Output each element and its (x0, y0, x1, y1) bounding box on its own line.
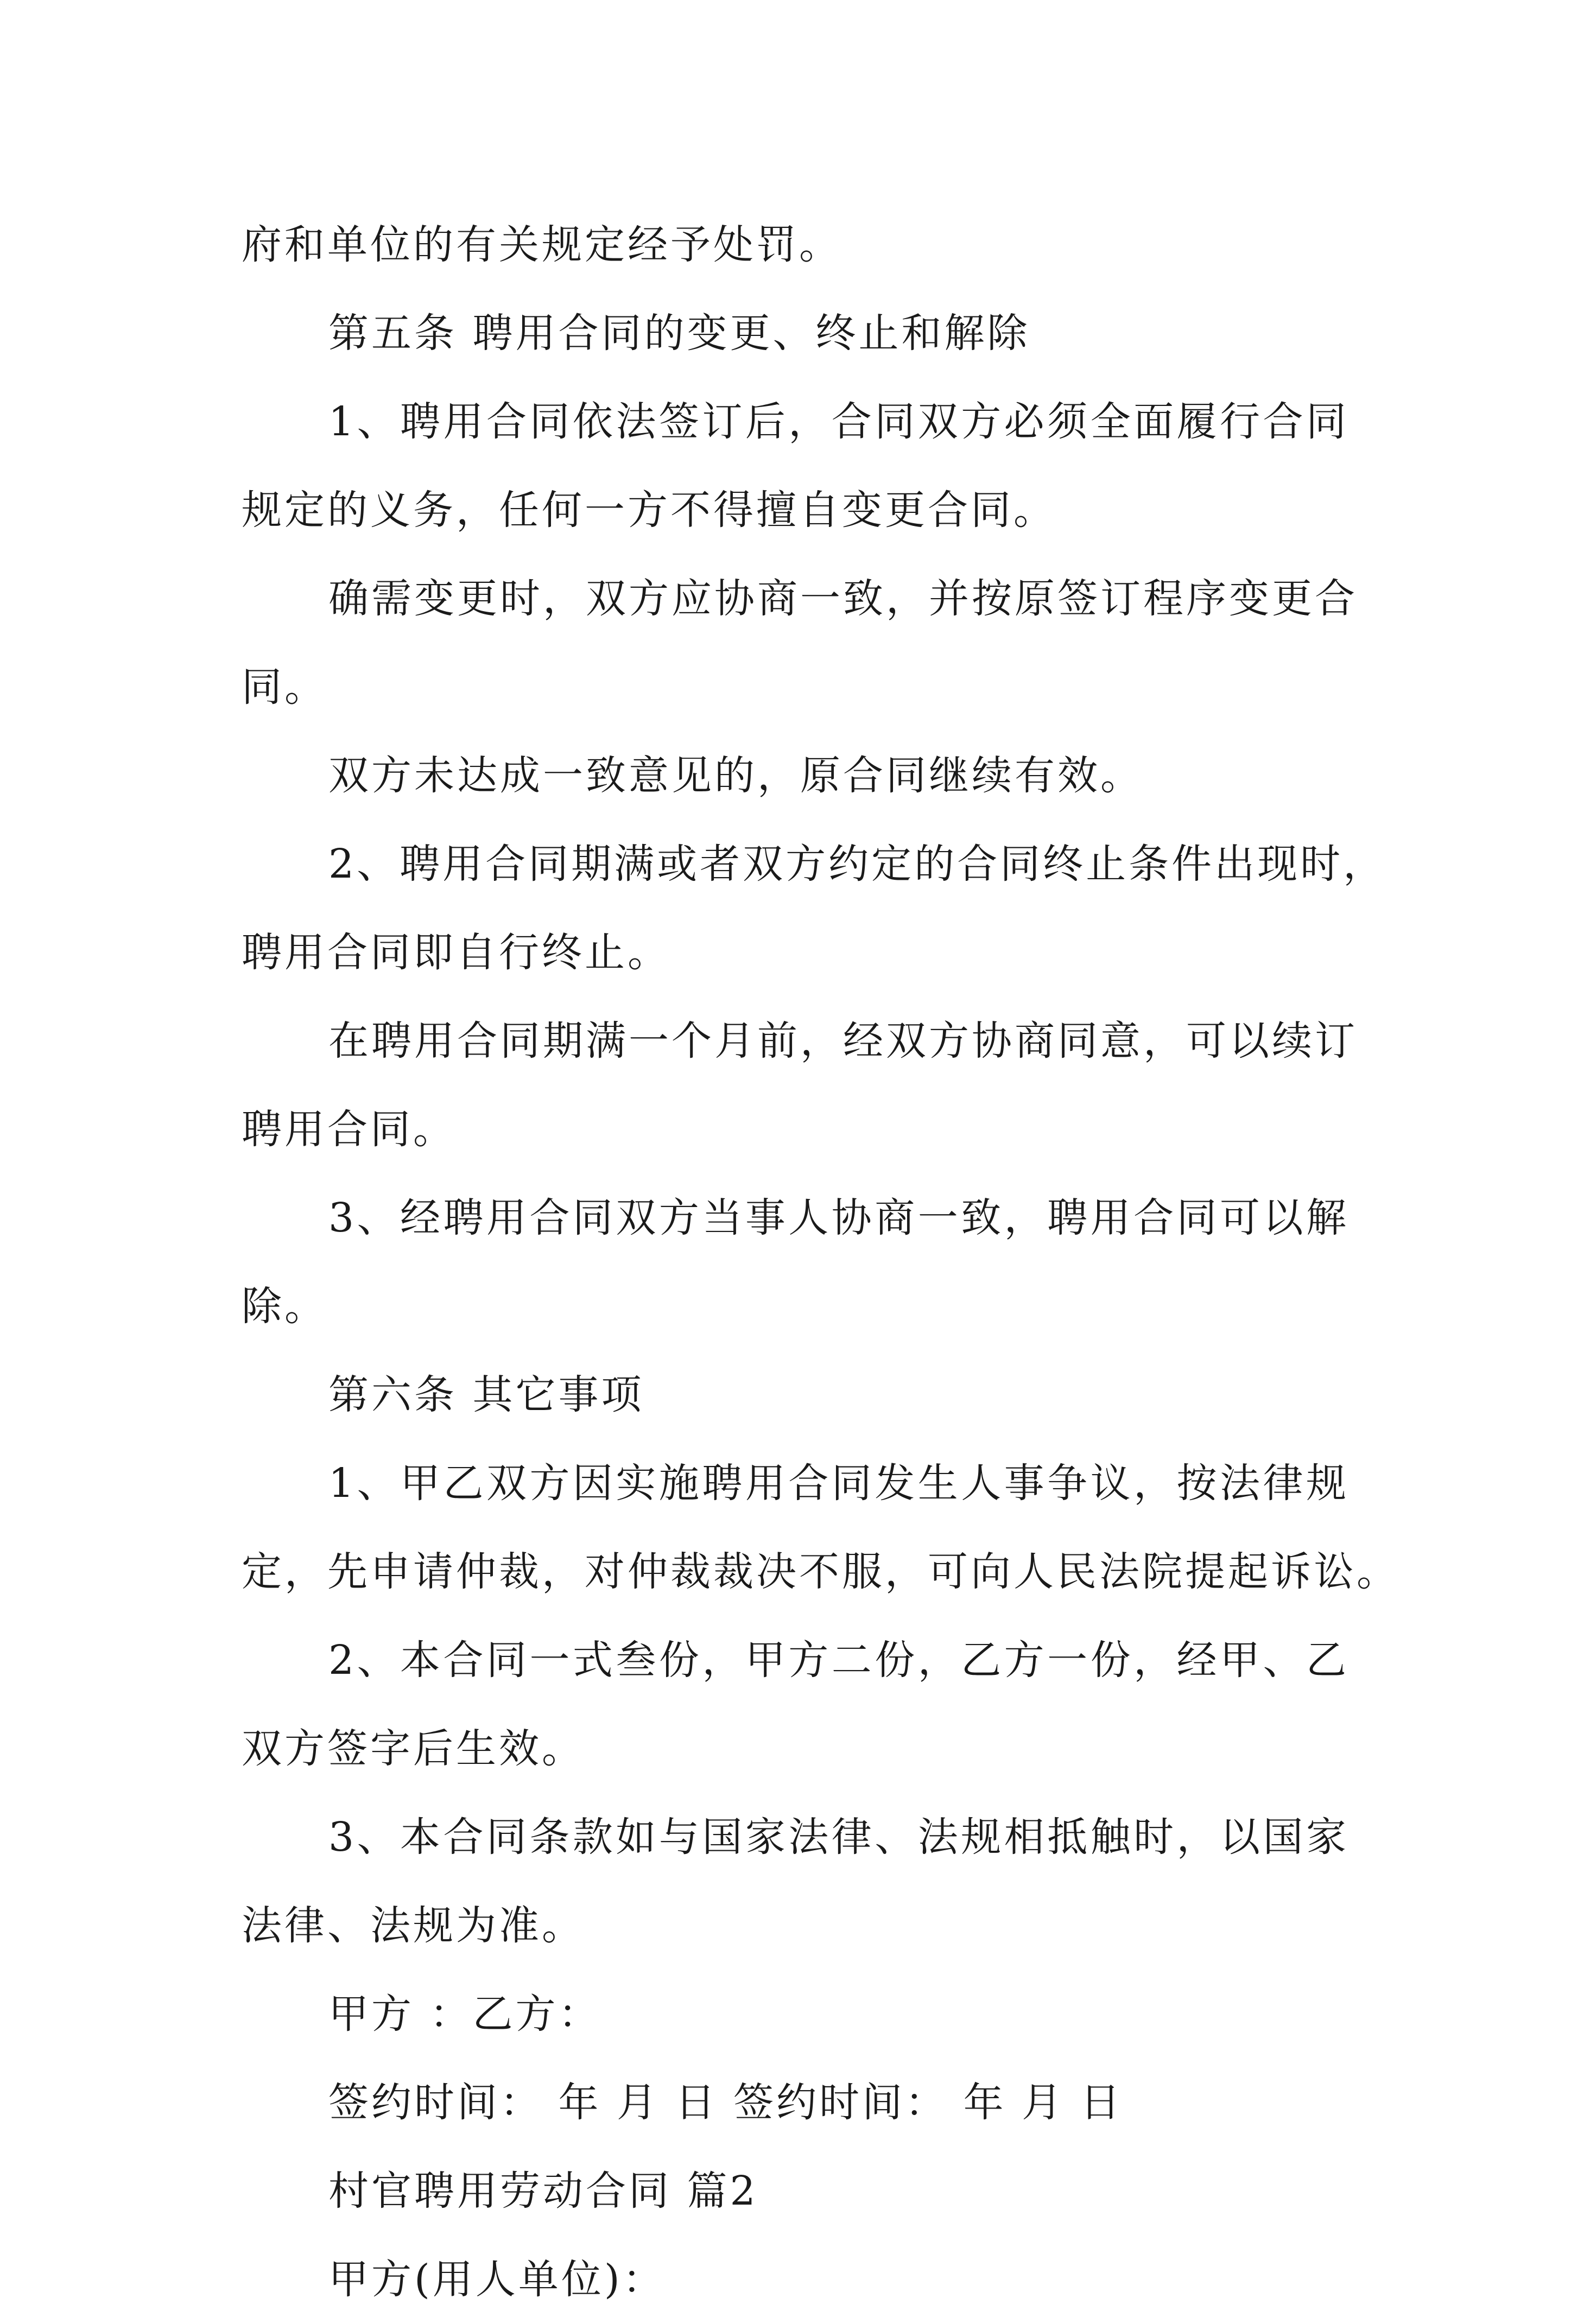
text-line-19: 3、本合同条款如与国家法律、法规相抵触时，以国家 (328, 1814, 1349, 1861)
text-line-6: 同。 (242, 664, 327, 710)
text-line-9: 聘用合同即自行终止。 (242, 929, 670, 976)
text-line-5: 确需变更时，双方应协商一致，并按原签订程序变更合 (328, 575, 1358, 622)
text-line-10: 在聘用合同期满一个月前，经双方协商同意，可以续订 (328, 1018, 1358, 1064)
text-line-13: 除。 (242, 1283, 327, 1330)
party-signature-line: 甲方 ：乙方： (328, 1991, 601, 2037)
text-line-16: 定，先申请仲裁，对仲裁裁决不服，可向人民法院提起诉讼。 (242, 1548, 1399, 1595)
text-line-3: 1、聘用合同依法签订后，合同双方必须全面履行合同 (328, 398, 1349, 445)
article-5-heading: 第五条 聘用合同的变更、终止和解除 (328, 310, 1030, 357)
document-page (242, 201, 1399, 2324)
text-line-18: 双方签字后生效。 (242, 1725, 585, 1772)
text-line-4: 规定的义务，任何一方不得擅自变更合同。 (242, 487, 1056, 534)
text-line-11: 聘用合同。 (242, 1106, 456, 1153)
article-6-heading: 第六条 其它事项 (328, 1371, 644, 1418)
signing-date-line: 签约时间： 年 月 日 签约时间： 年 月 日 (328, 2079, 1123, 2126)
text-line-20: 法律、法规为准。 (242, 1902, 585, 1949)
text-line-7: 双方未达成一致意见的，原合同继续有效。 (328, 752, 1143, 799)
text-line-8: 2、聘用合同期满或者双方约定的合同终止条件出现时， (328, 841, 1386, 887)
text-line-17: 2、本合同一式叁份，甲方二份，乙方一份，经甲、乙 (328, 1637, 1349, 1684)
text-line-1: 府和单位的有关规定经予处罚。 (242, 221, 842, 268)
party-a-line: 甲方(用人单位)： (328, 2256, 666, 2303)
text-line-12: 3、经聘用合同双方当事人协商一致，聘用合同可以解 (328, 1195, 1349, 1241)
section-title: 村官聘用劳动合同 篇2 (328, 2168, 758, 2214)
text-line-15: 1、甲乙双方因实施聘用合同发生人事争议，按法律规 (328, 1460, 1349, 1507)
